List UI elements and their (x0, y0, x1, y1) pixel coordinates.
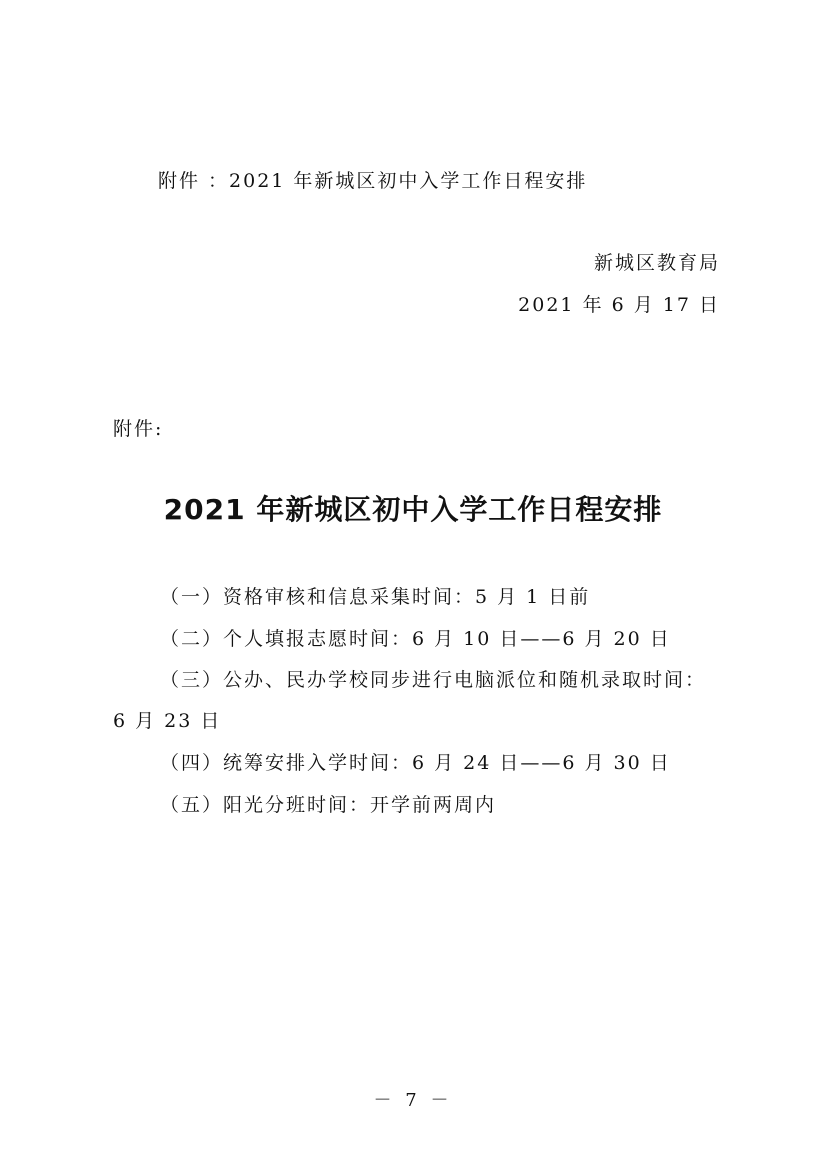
attachment-reference: 附件 ：2021 年新城区初中入学工作日程安排 (158, 170, 588, 192)
schedule-item: （二）个人填报志愿时间：6 月 10 日——6 月 20 日 (160, 628, 671, 650)
page-number: － 7 － (373, 1090, 453, 1111)
issuer-name: 新城区教育局 (593, 252, 720, 274)
schedule-item-continuation: 6 月 23 日 (113, 710, 222, 732)
attachment-label: 附件: (113, 418, 164, 440)
issue-date: 2021 年 6 月 17 日 (518, 294, 720, 316)
schedule-item: （三）公办、民办学校同步进行电脑派位和随机录取时间： (160, 669, 707, 691)
schedule-item: （四）统筹安排入学时间：6 月 24 日——6 月 30 日 (160, 752, 671, 774)
schedule-item: （一）资格审核和信息采集时间：5 月 1 日前 (160, 586, 591, 608)
schedule-item: （五）阳光分班时间：开学前两周内 (160, 794, 497, 816)
document-title: 2021 年新城区初中入学工作日程安排 (163, 493, 663, 526)
